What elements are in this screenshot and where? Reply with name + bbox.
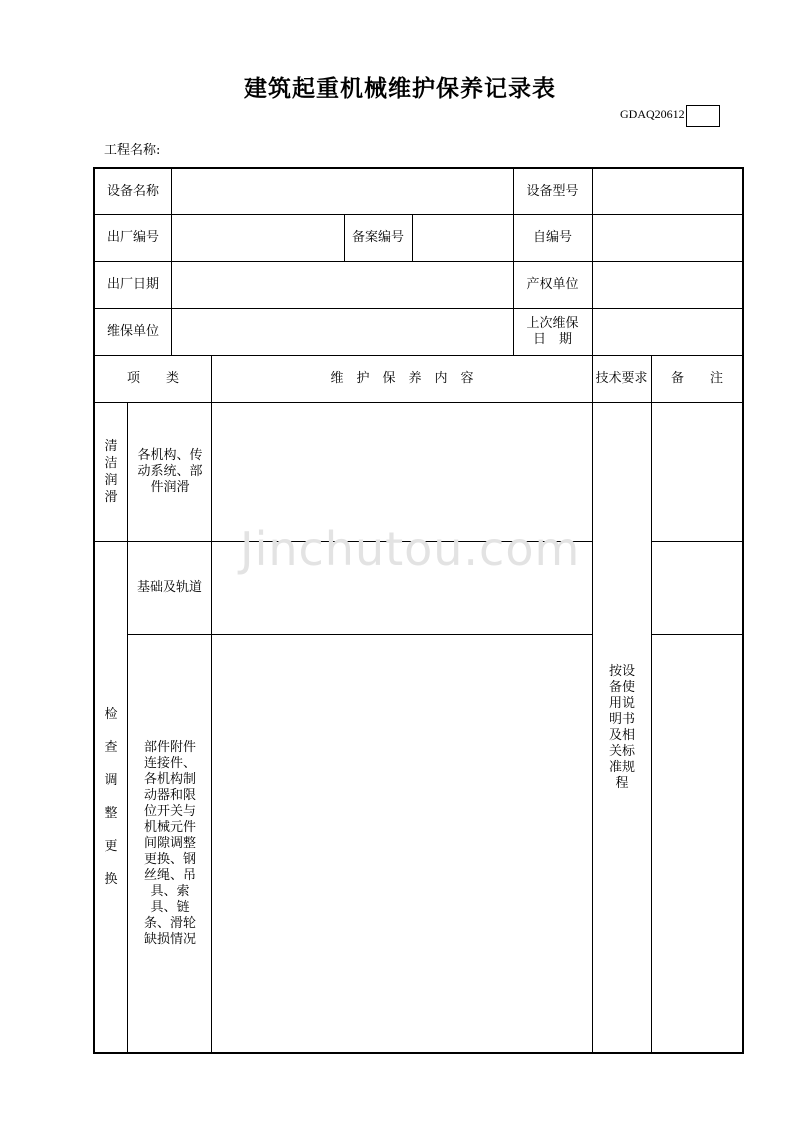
document-title: 建筑起重机械维护保养记录表 — [244, 76, 556, 102]
self-number-field[interactable] — [593, 215, 742, 261]
section-char: 清 — [104, 439, 118, 454]
section-check-adjust-replace — [95, 542, 127, 1052]
maintenance-unit-label: 维保单位 — [106, 324, 159, 339]
remarks-field[interactable] — [652, 403, 742, 541]
maintenance-unit-field[interactable] — [172, 309, 513, 355]
header-remarks: 备 注 — [670, 371, 723, 386]
factory-date-field[interactable] — [172, 262, 513, 308]
maintenance-record-table — [93, 167, 744, 1054]
device-name-field[interactable] — [172, 169, 513, 214]
section-char: 滑 — [104, 490, 118, 505]
last-maintenance-label-line1: 上次维保 — [526, 316, 579, 331]
record-number-label: 备案编号 — [351, 230, 404, 245]
factory-number-label: 出厂编号 — [106, 230, 159, 245]
section-char: 更 — [104, 839, 118, 854]
device-name-label: 设备名称 — [106, 183, 159, 199]
self-number-label: 自编号 — [532, 230, 572, 245]
technical-requirement-text: 按设备使用说明书及相关标准规程 — [608, 663, 635, 791]
last-maintenance-date-label — [513, 309, 592, 355]
device-model-field[interactable] — [593, 169, 742, 214]
factory-number-field[interactable] — [172, 215, 344, 261]
clean-content-field[interactable] — [212, 403, 592, 541]
last-maintenance-date-field[interactable] — [593, 309, 742, 355]
factory-date-label: 出厂日期 — [106, 277, 159, 292]
last-maintenance-label-line2: 日 期 — [532, 332, 572, 347]
form-code: GDAQ20612 — [620, 107, 685, 121]
form-code-box[interactable] — [686, 105, 720, 127]
section-char: 调 — [104, 773, 118, 788]
header-category: 项 类 — [126, 371, 179, 386]
owner-field[interactable] — [593, 262, 742, 308]
foundation-item-label: 基础及轨道 — [136, 580, 202, 595]
watermark: Jinchutou.com — [240, 522, 581, 576]
parts-content-field[interactable] — [212, 635, 592, 1052]
section-char: 查 — [104, 740, 118, 755]
section-char: 润 — [104, 473, 118, 488]
project-name-label: 工程名称: — [104, 143, 161, 158]
header-requirement: 技术要求 — [595, 371, 648, 386]
remarks-field[interactable] — [652, 635, 742, 1052]
header-content: 维 护 保 养 内 容 — [330, 371, 474, 386]
section-char: 换 — [104, 872, 118, 887]
section-char: 检 — [104, 707, 118, 722]
remarks-field[interactable] — [652, 542, 742, 634]
section-char: 整 — [104, 806, 118, 821]
section-char: 洁 — [104, 456, 118, 471]
record-number-field[interactable] — [413, 215, 513, 261]
owner-label: 产权单位 — [526, 277, 579, 292]
foundation-content-field[interactable] — [212, 542, 592, 634]
device-model-label: 设备型号 — [526, 183, 579, 199]
col-divider — [592, 355, 593, 1052]
col-divider — [127, 402, 128, 1052]
section-clean-lubricate — [95, 403, 127, 541]
clean-item-label: 各机构、传动系统、部件润滑 — [137, 448, 203, 495]
parts-item-label: 部件附件连接件、各机构制动器和限位开关与机械元件间隙调整更换、钢丝绳、吊具、索具、链条、滑轮缺损情况 — [143, 739, 196, 947]
